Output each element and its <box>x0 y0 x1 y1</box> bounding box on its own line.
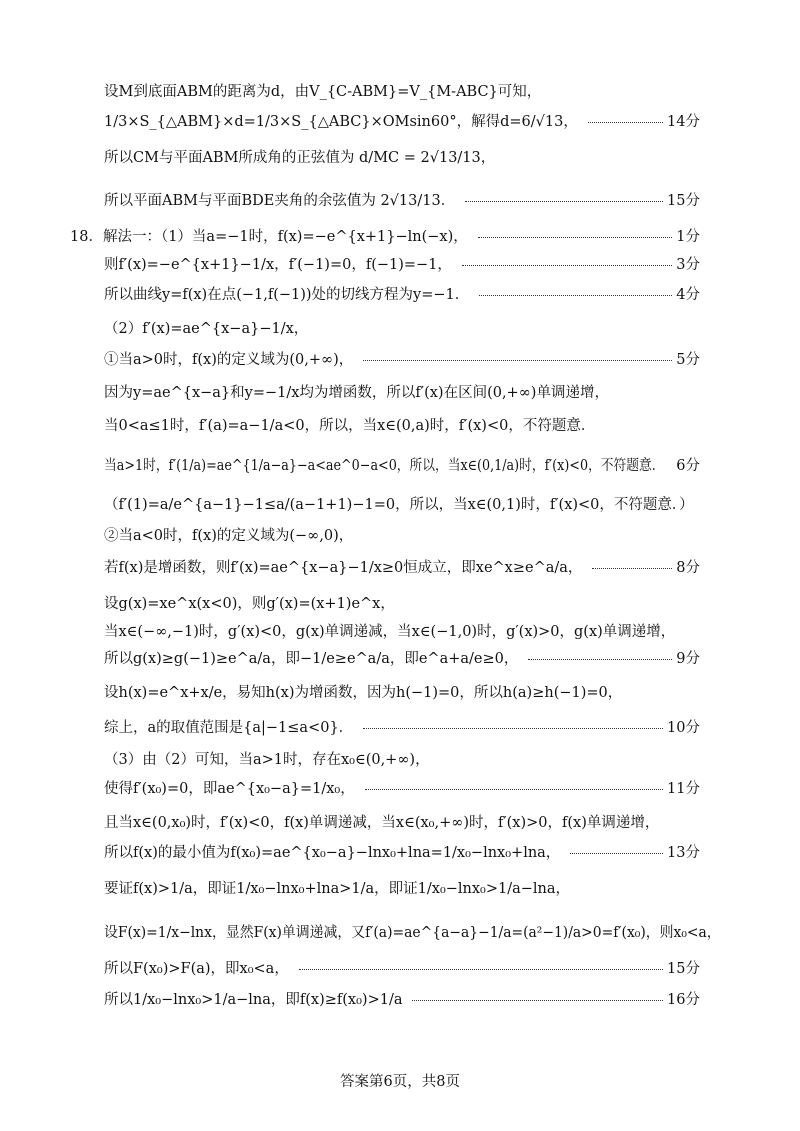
dotted-leader <box>478 237 672 238</box>
solution-text: 设g(x)=xe^x(x<0)，则g′(x)=(x+1)e^x， <box>104 596 395 612</box>
dotted-leader <box>299 969 663 970</box>
solution-line <box>0 774 800 804</box>
solution-text: 设M到底面ABM的距离为d，由V_{C-ABM}=V_{M-ABC}可知， <box>104 84 542 100</box>
solution-line <box>0 918 800 948</box>
solution-text: ①当a>0时，f(x)的定义域为(0,+∞)， <box>104 352 354 368</box>
solution-line <box>0 451 800 481</box>
solution-text: 使得f′(x₀)=0，即ae^{x₀−a}=1/x₀， <box>104 781 355 797</box>
score-mark: 1分 <box>676 229 700 245</box>
solution-text: 当0<a≤1时，f′(a)=a−1/a<0，所以，当x∈(0,a)时，f′(x)<0，不符题意． <box>104 418 596 434</box>
dotted-leader <box>363 728 663 729</box>
page-footer: 答案第6页，共8页 <box>340 1074 460 1090</box>
solution-line <box>0 745 800 775</box>
solution-text: 1/3×S_{△ABM}×d=1/3×S_{△ABC}×OMsin60°，解得d=6/√13， <box>104 114 578 130</box>
solution-text: 若f(x)是增函数，则f′(x)=ae^{x−a}−1/x≥0恒成立，即xe^x≥e^a/a， <box>104 560 583 576</box>
solution-text: 所以平面ABM与平面BDE夹角的余弦值为 2√13/13． <box>104 193 456 209</box>
score-mark: 10分 <box>667 720 700 736</box>
solution-line <box>0 985 800 1015</box>
dotted-leader <box>462 265 672 266</box>
dotted-leader <box>363 360 672 361</box>
score-mark: 3分 <box>676 257 700 273</box>
solution-line <box>0 143 800 173</box>
solution-text: 所以1/x₀−lnx₀>1/a−lna，即f(x)≥f(x₀)>1/a <box>104 992 403 1008</box>
solution-text: 18．解法一：（1）当a=−1时，f(x)=−e^{x+1}−ln(−x)， <box>70 229 468 245</box>
solution-text: （f′(1)=a/e^{a−1}−1≤a/(a−1+1)−1=0，所以，当x∈(0,1)时，f′(x)<0，不符题意．） <box>104 497 694 513</box>
score-mark: 15分 <box>667 961 700 977</box>
score-mark: 6分 <box>676 458 700 474</box>
solution-line <box>0 378 800 408</box>
solution-text: （2）f′(x)=ae^{x−a}−1/x， <box>104 321 309 337</box>
solution-line <box>0 77 800 107</box>
solution-line <box>0 521 800 551</box>
dotted-leader <box>592 568 672 569</box>
solution-line <box>0 314 800 344</box>
solution-text: 则f′(x)=−e^{x+1}−1/x，f′(−1)=0，f(−1)=−1， <box>104 257 452 273</box>
solution-line <box>0 553 800 583</box>
solution-line <box>0 107 800 137</box>
score-mark: 15分 <box>667 193 700 209</box>
score-mark: 5分 <box>676 352 700 368</box>
solution-line <box>0 874 800 904</box>
solution-line <box>0 222 800 252</box>
dotted-leader <box>570 853 663 854</box>
solution-text: 所以曲线y=f(x)在点(−1,f(−1))处的切线方程为y=−1． <box>104 287 470 303</box>
solution-line <box>0 250 800 280</box>
solution-line <box>0 617 800 647</box>
solution-text: 综上，a的取值范围是{a|−1≤a<0}． <box>104 720 354 736</box>
solution-line <box>0 954 800 984</box>
score-mark: 16分 <box>667 992 700 1008</box>
solution-line <box>0 713 800 743</box>
score-mark: 13分 <box>667 845 700 861</box>
solution-line <box>0 345 800 375</box>
dotted-leader <box>465 201 663 202</box>
solution-line <box>0 644 800 674</box>
solution-text: 所以F(x₀)>F(a)，即x₀<a， <box>104 961 289 977</box>
dotted-leader <box>365 789 663 790</box>
solution-text: 要证f(x)>1/a，即证1/x₀−lnx₀+lna>1/a，即证1/x₀−lnx₀>1/a−lna， <box>104 881 571 897</box>
solution-line <box>0 186 800 216</box>
dotted-leader <box>479 295 672 296</box>
solution-text: 当x∈(−∞,−1)时，g′(x)<0，g(x)单调递减，当x∈(−1,0)时，g′(x)>0，g(x)单调递增， <box>104 624 676 640</box>
score-mark: 8分 <box>676 560 700 576</box>
solution-text: 且当x∈(0,x₀)时，f′(x)<0，f(x)单调递减，当x∈(x₀,+∞)时，f′(x)>0，f(x)单调递增， <box>104 815 660 831</box>
solution-text: 所以g(x)≥g(−1)≥e^a/a，即−1/e≥e^a/a，即e^a+a/e≥0， <box>104 651 519 667</box>
solution-text: （3）由（2）可知，当a>1时，存在x₀∈(0,+∞)， <box>104 752 430 768</box>
dotted-leader <box>528 659 672 660</box>
solution-line <box>0 589 800 619</box>
solution-line <box>0 411 800 441</box>
score-mark: 14分 <box>667 114 700 130</box>
score-mark: 4分 <box>676 287 700 303</box>
score-mark: 9分 <box>676 651 700 667</box>
solution-line <box>0 678 800 708</box>
dotted-leader <box>588 122 663 123</box>
solution-text: 当a>1时，f′(1/a)=ae^{1/a−a}−a<ae^0−a<0，所以，当x∈(0,1/a)时，f′(x)<0，不符题意． <box>104 458 665 474</box>
solution-text: 所以CM与平面ABM所成角的正弦值为 d/MC = 2√13/13， <box>104 150 496 166</box>
solution-text: 所以f(x)的最小值为f(x₀)=ae^{x₀−a}−lnx₀+lna=1/x₀−lnx₀+lna， <box>104 845 561 861</box>
dotted-leader <box>412 1000 663 1001</box>
solution-line <box>0 280 800 310</box>
solution-line <box>0 838 800 868</box>
solution-text: 设F(x)=1/x−lnx，显然F(x)单调递减，又f′(a)=ae^{a−a}−1/a=(a²−1)/a>0=f′(x₀)，则x₀<a， <box>104 925 721 941</box>
solution-text: 设h(x)=e^x+x/e，易知h(x)为增函数，因为h(−1)=0，所以h(a)≥h(−1)=0， <box>104 685 623 701</box>
score-mark: 11分 <box>667 781 700 797</box>
solution-text: 因为y=ae^{x−a}和y=−1/x均为增函数，所以f′(x)在区间(0,+∞)单调递增， <box>104 385 609 401</box>
solution-text: ②当a<0时，f(x)的定义域为(−∞,0)， <box>104 528 354 544</box>
solution-line <box>0 808 800 838</box>
solution-line <box>0 490 800 520</box>
